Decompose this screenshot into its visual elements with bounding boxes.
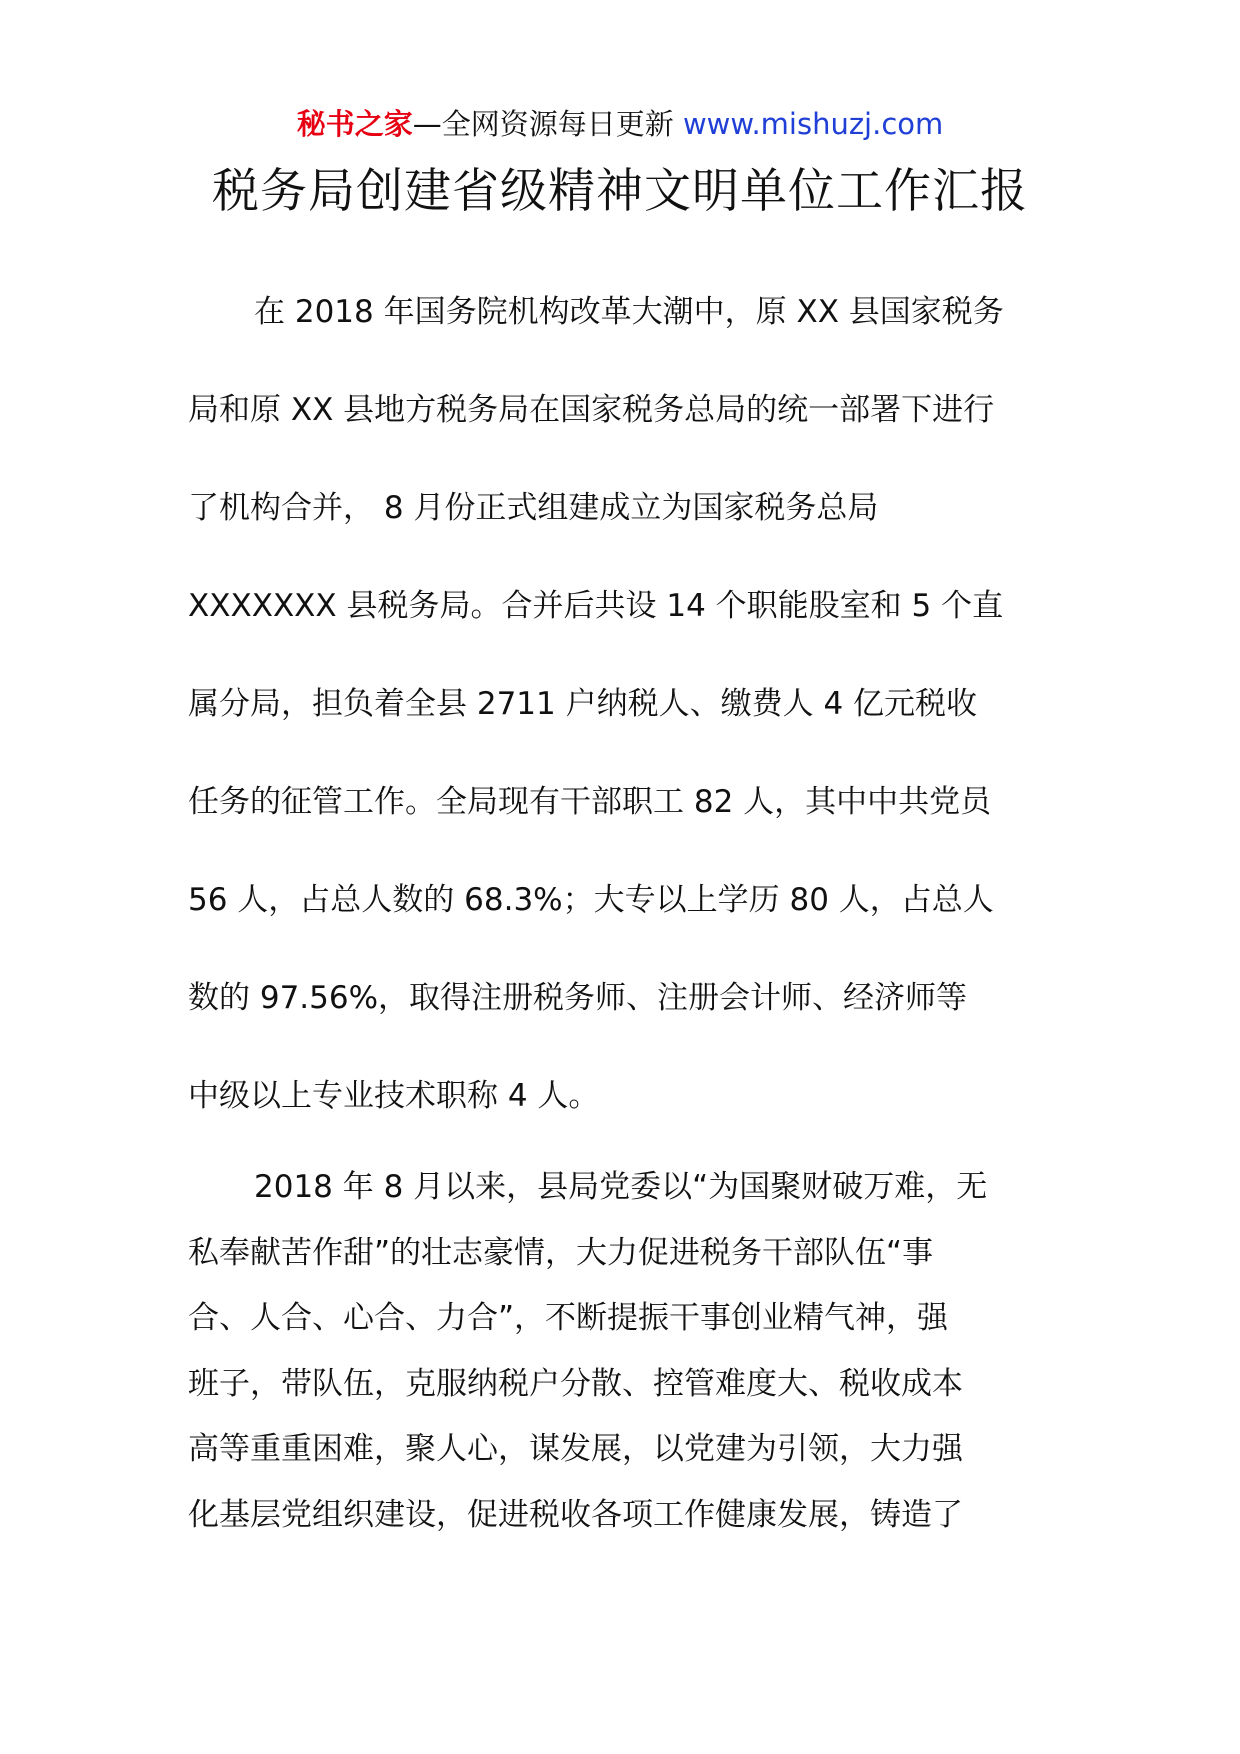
paragraph-line: 班子，带队伍，克服纳税户分散、控管难度大、税收成本 bbox=[188, 1365, 963, 1402]
site-tagline: —全网资源每日更新 bbox=[412, 107, 674, 141]
document-title: 税务局创建省级精神文明单位工作汇报 bbox=[212, 164, 1028, 219]
paragraph-line: 高等重重困难，聚人心，谋发展，以党建为引领，大力强 bbox=[188, 1431, 963, 1467]
site-url-link[interactable]: www.mishuzj.com bbox=[682, 107, 944, 141]
paragraph-line: 属分局，担负着全县 2711 户纳税人、缴费人 4 亿元税收 bbox=[188, 686, 978, 722]
paragraph-line: 数的 97.56%，取得注册税务师、注册会计师、经济师等 bbox=[188, 980, 968, 1016]
paragraph-line: 2018 年 8 月以来，县局党委以“为国聚财破万难，无 bbox=[254, 1169, 988, 1205]
site-brand: 秘书之家 bbox=[296, 107, 413, 141]
paragraph-2 bbox=[188, 1165, 1058, 1558]
paragraph-line: 在 2018 年国务院机构改革大潮中，原 XX 县国家税务 bbox=[254, 294, 1004, 330]
paragraph-line: 局和原 XX 县地方税务局在国家税务总局的统一部署下进行 bbox=[188, 392, 995, 428]
paragraph-line: 中级以上专业技术职称 4 人。 bbox=[188, 1078, 600, 1114]
paragraph-line: 化基层党组织建设，促进税收各项工作健康发展，铸造了 bbox=[188, 1496, 963, 1533]
site-header bbox=[0, 104, 1240, 144]
paragraph-line: 了机构合并， 8 月份正式组建成立为国家税务总局 bbox=[188, 490, 879, 526]
paragraph-line: XXXXXXX 县税务局。合并后共设 14 个职能股室和 5 个直 bbox=[188, 588, 1004, 624]
paragraph-line: 56 人，占总人数的 68.3%；大专以上学历 80 人，占总人 bbox=[188, 882, 994, 918]
paragraph-line: 私奉献苦作甜”的壮志豪情，大力促进税务干部队伍“事 bbox=[188, 1234, 934, 1271]
paragraph-line: 任务的征管工作。全局现有干部职工 82 人，其中中共党员 bbox=[188, 784, 992, 820]
paragraph-1 bbox=[188, 290, 1058, 1172]
paragraph-line: 合、人合、心合、力合”，不断提振干事创业精气神，强 bbox=[188, 1300, 949, 1336]
